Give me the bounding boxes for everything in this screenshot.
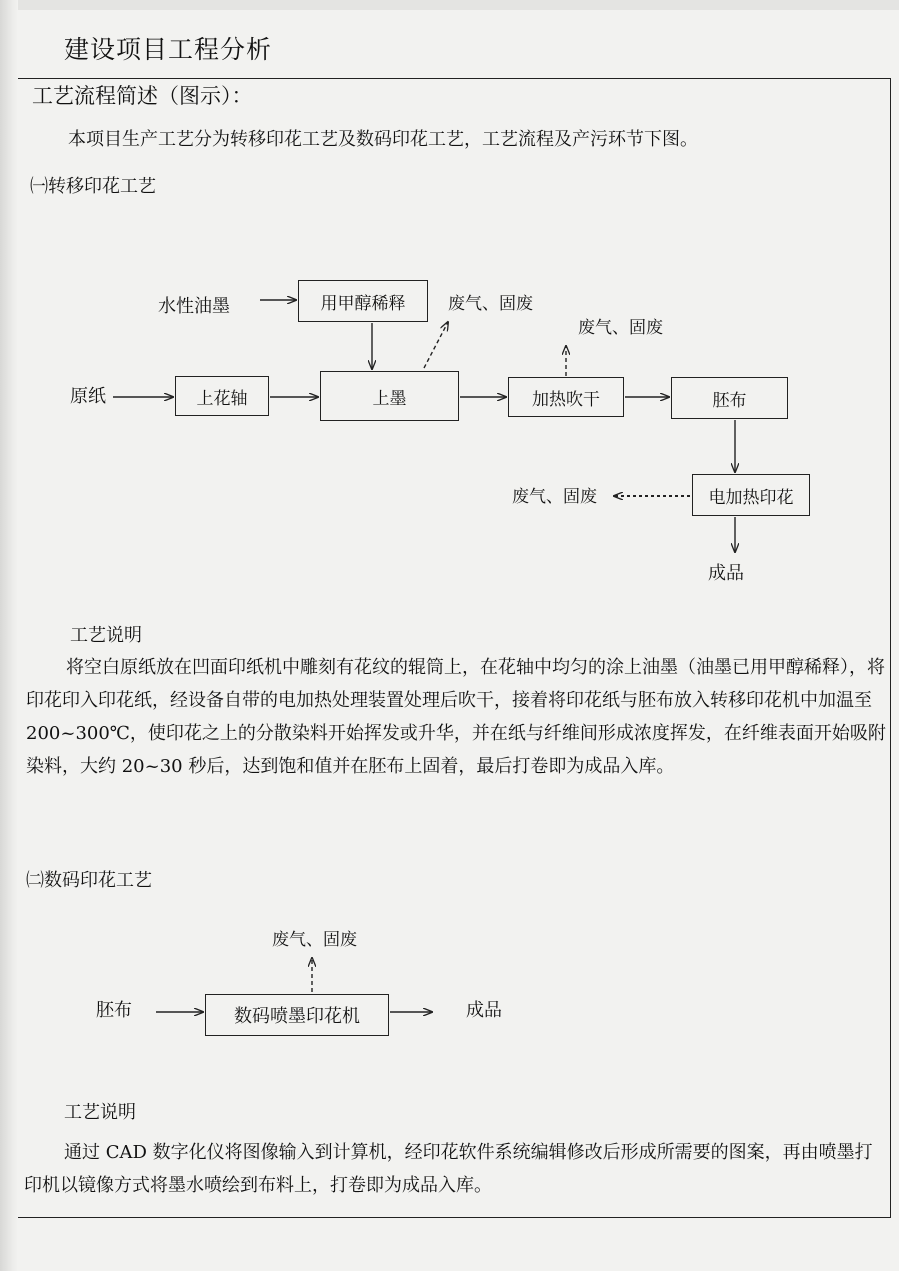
label-product-1: 成品 <box>708 563 744 584</box>
label-product-2: 成品 <box>466 1000 502 1021</box>
box-greige-cloth: 胚布 <box>671 377 788 419</box>
box-roller: 上花轴 <box>175 376 269 416</box>
label-greige-2: 胚布 <box>96 1000 132 1021</box>
part1-heading: ㈠转移印花工艺 <box>30 176 156 197</box>
box-methanol-dilute: 用甲醇稀释 <box>298 280 428 322</box>
part1-desc-heading: 工艺说明 <box>70 625 142 646</box>
section-intro: 本项目生产工艺分为转移印花工艺及数码印花工艺，工艺流程及产污环节下图。 <box>68 129 698 150</box>
part1-desc: 将空白原纸放在凹面印纸机中雕刻有花纹的辊筒上，在花轴中均匀的涂上油墨（油墨已用甲醇稀释），将印花印入印花纸，经设备自带的电加热处理装置处理后吹干，接着将印花纸与胚布放入转移印花机中加温至 200~300℃，使印花之上的分散染料开始挥发或升华，并在纸与纤维间形成浓度挥发，在纤维表面开始吸附染料，大约 20~30 秒后，达到饱和值并在胚布上固着，最后打卷即为成品入库。 <box>26 657 886 777</box>
part2-desc: 通过 CAD 数字化仪将图像输入到计算机，经印花软件系统编辑修改后形成所需要的图案，再由喷墨打印机以镜像方式将墨水喷绘到布料上，打卷即为成品入库。 <box>24 1142 873 1196</box>
box-digital-printer: 数码喷墨印花机 <box>205 994 389 1036</box>
label-water-ink: 水性油墨 <box>158 296 230 317</box>
label-emission-4: 废气、固废 <box>272 930 357 950</box>
arrow-inking-emission <box>424 322 448 368</box>
page-title: 建设项目工程分析 <box>64 35 273 64</box>
label-emission-1: 废气、固废 <box>448 294 533 314</box>
box-heat-dry: 加热吹干 <box>508 377 624 417</box>
label-emission-2: 废气、固废 <box>578 318 663 338</box>
box-inking: 上墨 <box>320 371 459 421</box>
part2-heading: ㈡数码印花工艺 <box>26 870 152 891</box>
label-emission-3: 废气、固废 <box>512 487 597 507</box>
label-raw-paper: 原纸 <box>70 386 106 407</box>
section-title: 工艺流程简述（图示）： <box>32 84 253 108</box>
part2-desc-heading: 工艺说明 <box>64 1102 136 1123</box>
box-electric-print: 电加热印花 <box>692 474 810 516</box>
